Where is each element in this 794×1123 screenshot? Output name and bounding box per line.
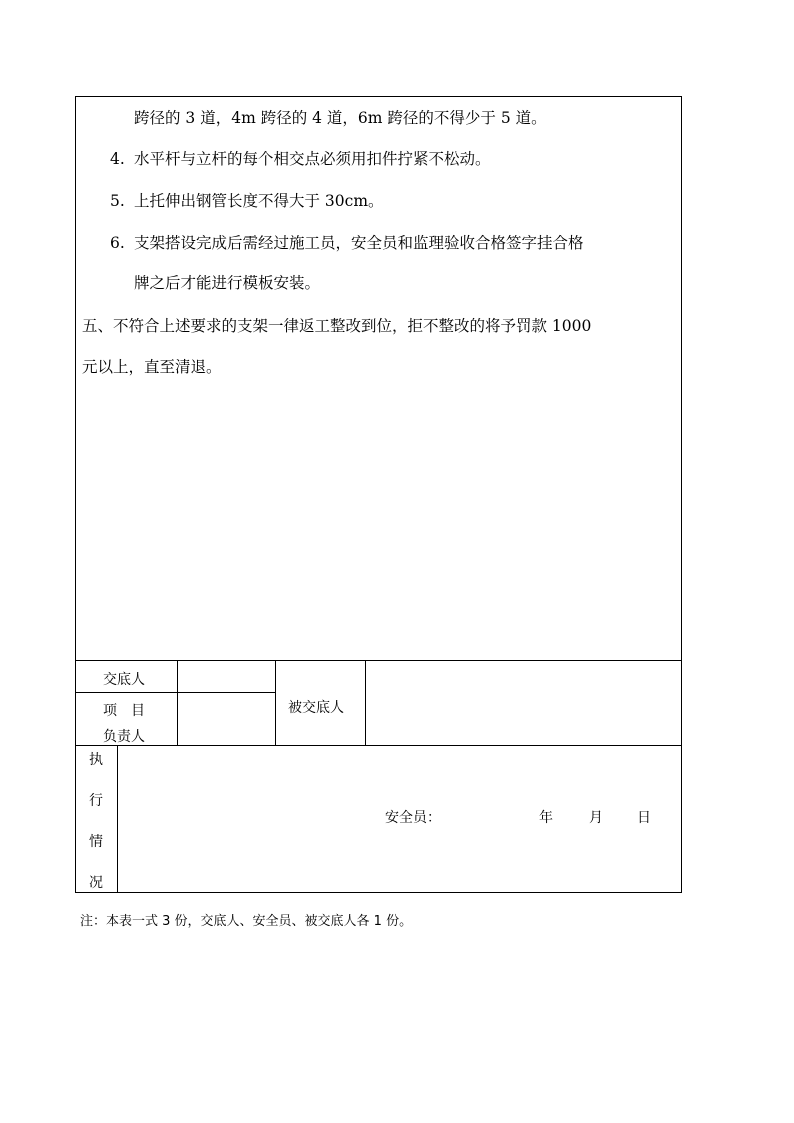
discloser-signature-field[interactable] — [178, 661, 274, 691]
section-five-line-2: 元以上，直至清退。 — [82, 358, 222, 376]
project-manager-label-line-1: 项 目 — [103, 703, 145, 719]
disclosure-content — [76, 97, 681, 660]
item-4-text: 水平杆与立杆的每个相交点必须用扣件拧紧不松动。 — [134, 150, 491, 168]
item-6-text-line-2: 牌之后才能进行模板安装。 — [134, 274, 321, 292]
day-label: 日 — [637, 810, 651, 826]
execution-label-char-1: 执 — [89, 752, 103, 768]
content-line-1: 跨径的 3 道，4m 跨径的 4 道，6m 跨径的不得少于 5 道。 — [134, 109, 547, 127]
month-label: 月 — [589, 810, 603, 826]
item-number-6: 6. — [110, 234, 125, 252]
project-manager-signature-field[interactable] — [178, 693, 274, 744]
footnote: 注：本表一式 3 份，交底人、安全员、被交底人各 1 份。 — [80, 914, 413, 929]
execution-label-char-3: 情 — [89, 834, 103, 850]
signoff-col-divider-2 — [275, 660, 276, 745]
year-label: 年 — [539, 810, 553, 826]
section-five-line-1: 五、不符合上述要求的支架一律返工整改到位，拒不整改的将予罚款 1000 — [82, 317, 592, 335]
recipient-label: 被交底人 — [288, 700, 344, 716]
execution-label-char-4: 况 — [89, 875, 103, 891]
item-6-text-line-1: 支架搭设完成后需经过施工员，安全员和监理验收合格签字挂合格 — [134, 234, 584, 252]
safety-officer-label: 安全员： — [385, 810, 441, 826]
disclosure-form-table — [75, 96, 682, 893]
recipient-signature-field[interactable] — [366, 661, 680, 744]
item-number-4: 4. — [110, 150, 125, 168]
execution-label-char-2: 行 — [89, 793, 103, 809]
item-5-text: 上托伸出钢管长度不得大于 30cm。 — [134, 192, 384, 210]
discloser-label: 交底人 — [103, 672, 145, 688]
item-number-5: 5. — [110, 192, 125, 210]
project-manager-label-line-2: 负责人 — [103, 729, 145, 745]
